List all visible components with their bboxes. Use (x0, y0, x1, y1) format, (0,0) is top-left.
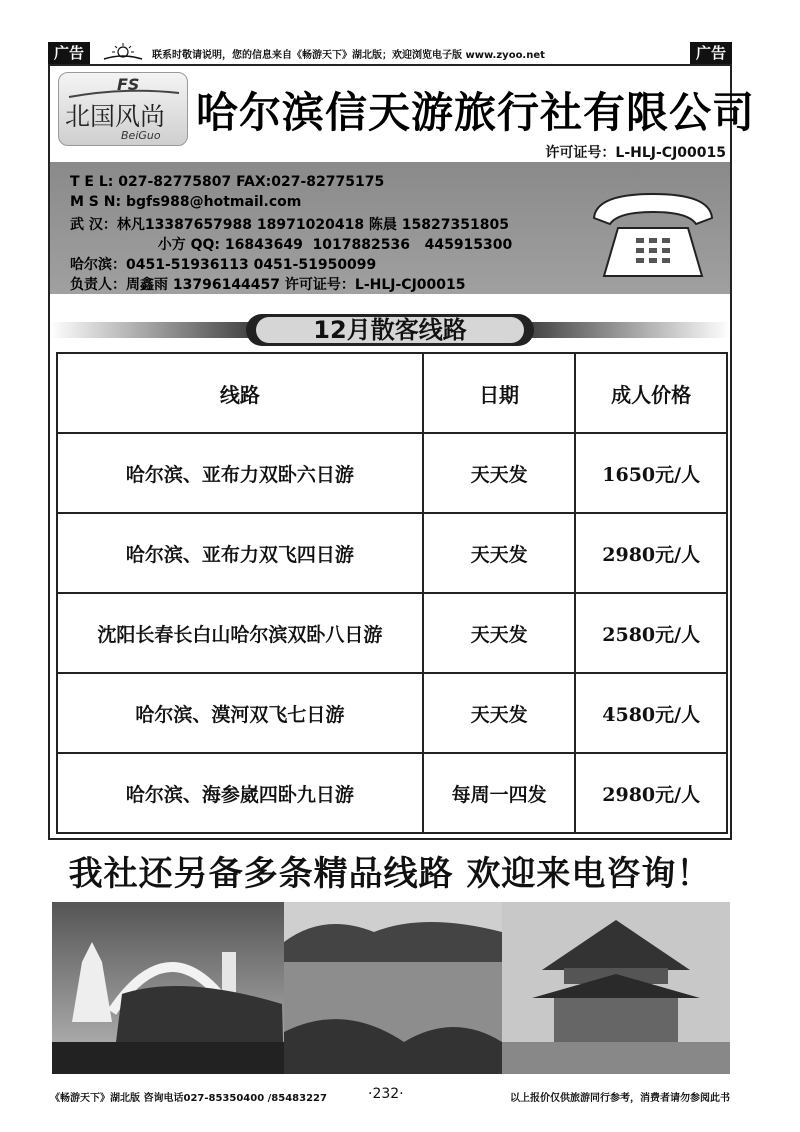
contact-block (50, 162, 730, 294)
route-name: 哈尔滨、漠河双飞七日游 (57, 673, 423, 753)
band-bar-left (50, 322, 250, 338)
photo-ice-festival (52, 902, 284, 1074)
top-bar (48, 42, 732, 64)
route-name: 哈尔滨、亚布力双卧六日游 (57, 433, 423, 513)
contact-wuhan-qq: 小方 QQ: 16843649 1017882536 445915300 (70, 237, 513, 253)
route-date: 天天发 (423, 513, 576, 593)
route-name: 沈阳长春长白山哈尔滨双卧八日游 (57, 593, 423, 673)
table-row (57, 513, 727, 593)
routes-title: 12月散客线路 (256, 317, 524, 343)
header-route: 线路 (57, 353, 423, 433)
route-date: 天天发 (423, 593, 576, 673)
brand-logo (58, 72, 188, 146)
brand-name-en: BeiGuo (121, 129, 161, 142)
photo-palace-pavilion (502, 902, 730, 1074)
route-price: 2580元/人 (575, 593, 727, 673)
company-name: 哈尔滨信天游旅行社有限公司 (196, 88, 756, 137)
table-row (57, 593, 727, 673)
header-price: 成人价格 (575, 353, 727, 433)
contact-tel-fax: T E L: 027-82775807 FAX:027-82775175 (70, 174, 385, 190)
license-number: 许可证号：L-HLJ-CJ00015 (545, 145, 726, 161)
brand-name: 北国风尚 (65, 102, 166, 131)
route-price: 2980元/人 (575, 753, 727, 833)
routes-title-band (50, 314, 730, 346)
contact-harbin: 哈尔滨：0451-51936113 0451-51950099 (70, 257, 377, 273)
footer-disclaimer: 以上报价仅供旅游同行参考，消费者请勿参阅此书 (510, 1093, 730, 1104)
page-number: ·232· (368, 1086, 404, 1102)
company-header (50, 66, 756, 161)
magazine-logo (102, 42, 144, 62)
top-notice: 联系时敬请说明，您的信息来自《畅游天下》湖北版；欢迎浏览电子版 www.zyoo.net (152, 50, 545, 61)
contact-wuhan: 武 汉：林凡13387657988 18971020418 陈晨 15827351805 (70, 217, 509, 233)
photo-strip (52, 902, 730, 1074)
footer-publication: 《畅游天下》湖北版 咨询电话027-85350400 /85483227 (50, 1093, 327, 1104)
route-date: 天天发 (423, 673, 576, 753)
route-price: 4580元/人 (575, 673, 727, 753)
table-row (57, 673, 727, 753)
ad-label-right: 广告 (690, 42, 732, 64)
photo-tianchi-lake (284, 902, 502, 1074)
table-row (57, 753, 727, 833)
contact-manager: 负责人：周鑫雨 13796144457 许可证号：L-HLJ-CJ00015 (70, 277, 466, 293)
page-footer (50, 1086, 730, 1104)
routes-table (56, 352, 728, 834)
contact-msn: M S N: bgfs988@hotmail.com (70, 194, 302, 210)
route-date: 天天发 (423, 433, 576, 513)
table-row (57, 433, 727, 513)
brand-fs-mark: FS (117, 75, 140, 94)
band-bar-right (530, 322, 730, 338)
consult-slogan: 我社还另备多条精品线路 欢迎来电咨询！ (68, 854, 712, 894)
route-name: 哈尔滨、亚布力双飞四日游 (57, 513, 423, 593)
route-date: 每周一四发 (423, 753, 576, 833)
ad-label-left: 广告 (48, 42, 90, 64)
route-price: 2980元/人 (575, 513, 727, 593)
telephone-icon (588, 188, 718, 284)
route-name: 哈尔滨、海参崴四卧九日游 (57, 753, 423, 833)
table-header-row (57, 353, 727, 433)
route-price: 1650元/人 (575, 433, 727, 513)
header-date: 日期 (423, 353, 576, 433)
routes-title-pill (246, 314, 534, 346)
